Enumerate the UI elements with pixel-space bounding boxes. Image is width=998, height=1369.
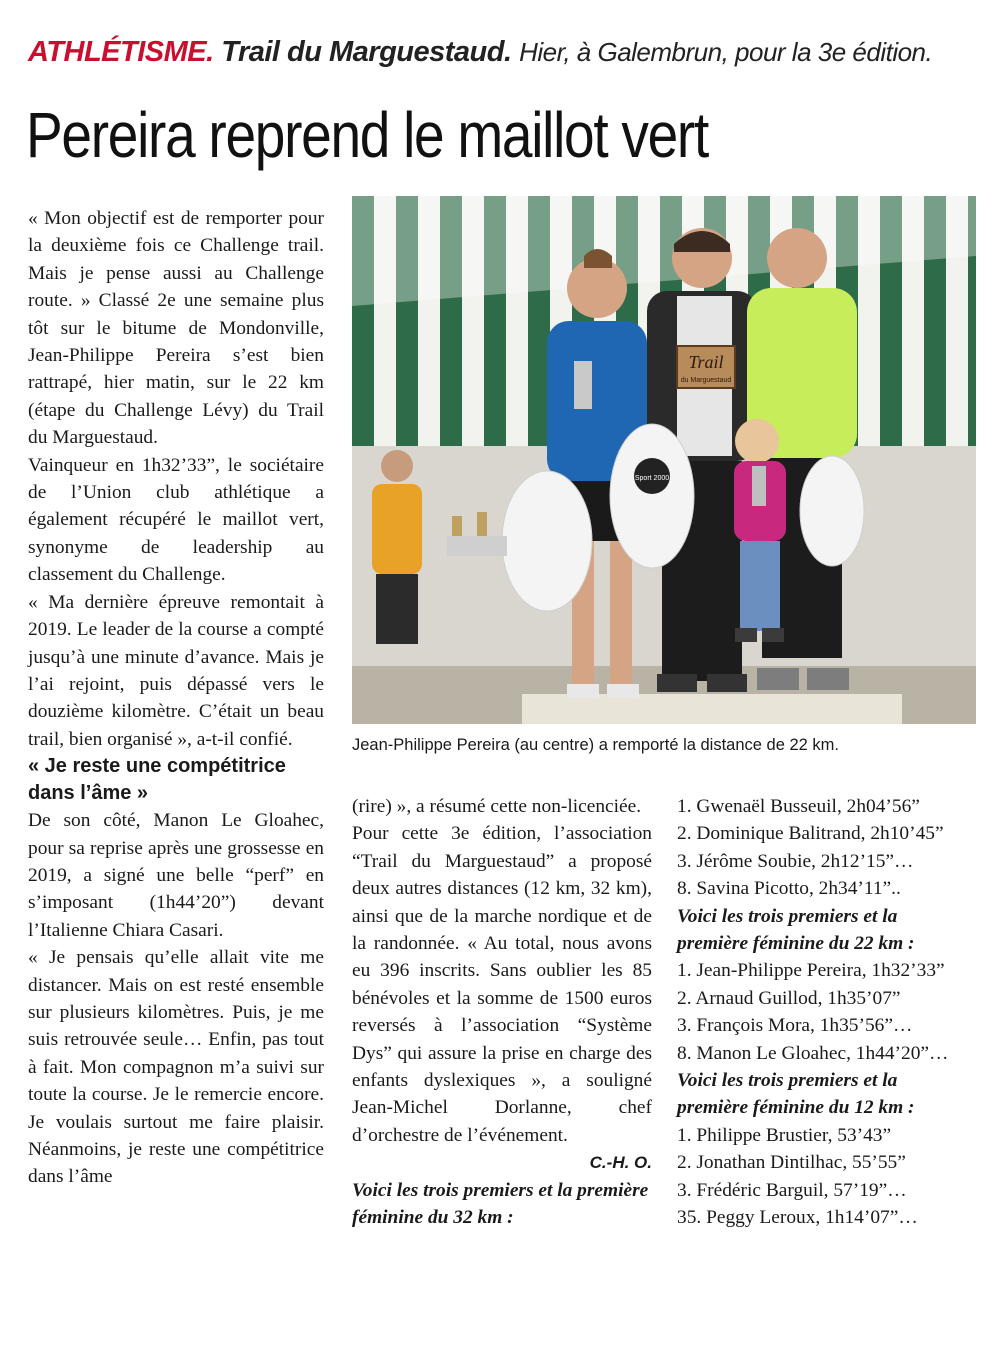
kicker <box>28 36 978 69</box>
paragraph: « Ma dernière épreuve remontait à 2019. Le leader de la course a compté jusqu’à une minute d’avance. Mais je l’ai rejoint, puis dépassé vers le douzième kilomètre. C’était un beau trail, bien organisé », a-t-il confié. <box>28 591 324 750</box>
podium <box>522 694 902 724</box>
trail-sign-text: Trail <box>688 352 724 372</box>
bag-label: Sport 2000 <box>634 475 670 482</box>
results-column <box>677 793 973 1232</box>
headline: Pereira reprend le maillot vert <box>26 99 708 171</box>
paragraph: « Je pensais qu’elle allait vite me distancer. Mais on est resté ensemble sur plusieurs kilomètres. Puis, je me suis retrouvée seule… Enfin, pas tout à fait. Mon compagnon m’a suivi sur toute la course. Je le remercie encore. Je voulais surtout me faire plaisir. Néanmoins, je reste une compétitrice dans l’âme <box>28 947 324 1188</box>
result-line: 3. Frédéric Barguil, 57’19”… <box>677 1179 907 1201</box>
paragraph: De son côté, Manon Le Gloahec, pour sa reprise après une grossesse en 2019, a signé une belle “perf” en s’imposant (1h44’20”) devant l’Italienne Chiara Casari. <box>28 810 324 941</box>
results-12km-heading: Voici les trois premiers et la première féminine du 12 km : <box>677 1070 915 1119</box>
event-label: Trail du Marguestaud. <box>221 36 512 68</box>
result-line: 1. Philippe Brustier, 53’43” <box>677 1124 892 1146</box>
article-column-1 <box>28 205 324 1191</box>
photo-caption: Jean-Philippe Pereira (au centre) a remporté la distance de 22 km. <box>352 736 839 754</box>
paragraph: Vainqueur en 1h32’33”, le sociétaire de l’Union club athlétique a également récupéré le maillot vert, synonyme de leadership au classement du Challenge. <box>28 454 324 586</box>
result-line: 1. Gwenaël Busseuil, 2h04’56” <box>677 796 920 817</box>
article-column-2 <box>352 793 652 1232</box>
trail-sign-subtext: du Marguestaud <box>680 377 732 384</box>
result-line: 1. Jean-Philippe Pereira, 1h32’33” <box>677 960 945 982</box>
paragraph: (rire) », a résumé cette non-licenciée. <box>352 796 642 817</box>
result-line: 2. Jonathan Dintilhac, 55’55” <box>677 1152 906 1174</box>
subheading: « Je reste une compétitrice dans l’âme » <box>28 755 286 805</box>
results-22km-heading: Voici les trois premiers et la première féminine du 22 km : <box>677 905 915 955</box>
paragraph: « Mon objectif est de remporter pour la deuxième fois ce Challenge trail. Mais je pense aussi au Challenge route. » Classé 2e une semaine plus tôt sur le bitume de Mondonville, Jean-Philippe Pereira s’est bien rattrapé, hier matin, sur le 22 km (étape du Challenge Lévy) du Trail du Marguestaud. <box>28 208 324 449</box>
result-line: 35. Peggy Leroux, 1h14’07”… <box>677 1207 918 1229</box>
section-label: ATHLÉTISME. <box>28 36 214 68</box>
result-line: 3. Jérôme Soubie, 2h12’15”… <box>677 850 914 872</box>
result-line: 8. Savina Picotto, 2h34’11”.. <box>677 878 901 900</box>
result-line: 8. Manon Le Gloahec, 1h44’20”… <box>677 1042 949 1064</box>
podium-photo <box>352 196 976 724</box>
event-detail: Hier, à Galembrun, pour la 3e édition. <box>519 37 933 67</box>
paragraph: Pour cette 3e édition, l’association “Trail du Marguestaud” a proposé deux autres distances (12 km, 32 km), ainsi que de la marche nordique et de la randonnée. « Au total, nous avons eu 396 inscrits. Sans oublier les 85 bénévoles et la somme de 1500 euros reversés à l’association “Système Dys” qui assure la prise en charge des enfants dyslexiques », a souligné Jean-Michel Dorlanne, chef d’orchestre de l’événement. <box>352 823 652 1146</box>
author-signature: C.-H. O. <box>589 1153 652 1173</box>
result-line: 2. Arnaud Guillod, 1h35’07” <box>677 987 901 1009</box>
result-line: 2. Dominique Balitrand, 2h10’45” <box>677 823 944 845</box>
result-line: 3. François Mora, 1h35’56”… <box>677 1015 913 1037</box>
results-32km-heading: Voici les trois premiers et la première féminine du 32 km : <box>352 1179 649 1229</box>
